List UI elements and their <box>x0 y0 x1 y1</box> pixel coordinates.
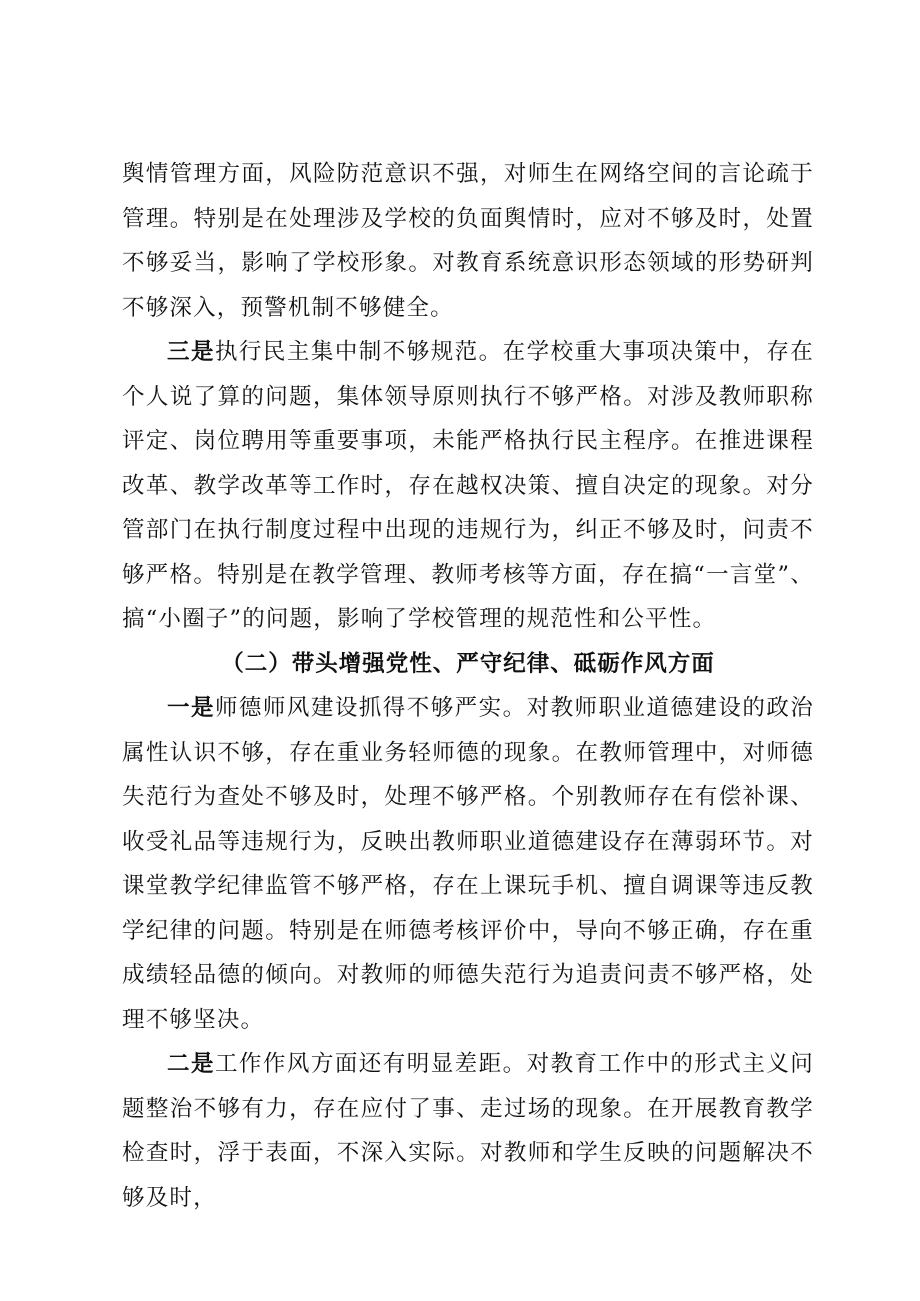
section-heading: （二）带头增强党性、严守纪律、砥砺作风方面 <box>221 650 715 677</box>
paragraph-teacher-ethics <box>122 686 814 1042</box>
document-body <box>122 152 814 1220</box>
paragraph-work-style <box>122 1042 814 1220</box>
paragraph-text: 师德师风建设抓得不够严实。对教师职业道德建设的政治属性认识不够，存在重业务轻师德的现象。在教师管理中，对师德失范行为查处不够及时，处理不够严格。个别教师存在有偿补课、收受礼品等违规行为，反映出教师职业道德建设存在薄弱环节。对课堂教学纪律监管不够严格，存在上课玩手机、擅自调课等违反教学纪律的问题。特别是在师德考核评价中，导向不够正确，存在重成绩轻品德的倾向。对教师的师德失范行为追责问责不够严格，处理不够坚决。 <box>122 695 814 1033</box>
paragraph-lead: 二是 <box>167 1051 215 1077</box>
paragraph-public-opinion <box>122 152 814 330</box>
paragraph-lead: 一是 <box>167 695 215 721</box>
paragraph-text: 舆情管理方面，风险防范意识不强，对师生在网络空间的言论疏于管理。特别是在处理涉及学校的负面舆情时，应对不够及时，处置不够妥当，影响了学校形象。对教育系统意识形态领域的形势研判不够深入，预警机制不够健全。 <box>122 161 814 321</box>
paragraph-lead: 三是 <box>167 339 215 365</box>
paragraph-democratic-centralism <box>122 330 814 642</box>
paragraph-text: 执行民主集中制不够规范。在学校重大事项决策中，存在个人说了算的问题，集体领导原则执行不够严格。对涉及教师职称评定、岗位聘用等重要事项，未能严格执行民主程序。在推进课程改革、教学改革等工作时，存在越权决策、擅自决定的现象。对分管部门在执行制度过程中出现的违规行为，纠正不够及时，问责不够严格。特别是在教学管理、教师考核等方面，存在搞“一言堂”、搞“小圈子”的问题，影响了学校管理的规范性和公平性。 <box>122 339 814 632</box>
paragraph-text: 工作作风方面还有明显差距。对教育工作中的形式主义问题整治不够有力，存在应付了事、走过场的现象。在开展教育教学检查时，浮于表面，不深入实际。对教师和学生反映的问题解决不够及时， <box>122 1051 814 1211</box>
